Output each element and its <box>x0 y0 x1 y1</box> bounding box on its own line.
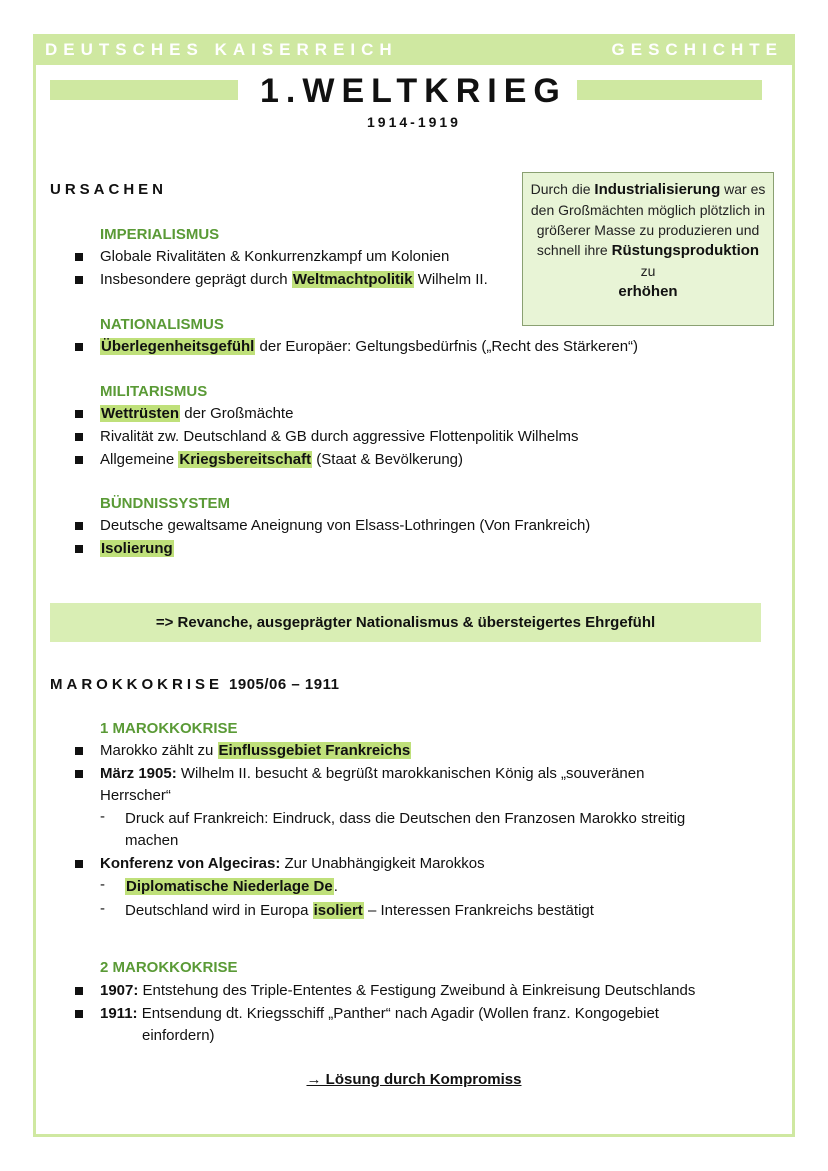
callout-bold: Industrialisierung <box>594 181 721 198</box>
bullet <box>75 522 83 530</box>
bullet <box>75 410 83 418</box>
page-years: 1914-1919 <box>367 114 461 130</box>
title-bar-right <box>577 80 762 100</box>
highlight: Weltmachtpolitik <box>292 271 413 288</box>
bullet <box>75 276 83 284</box>
conclusion-banner: => Revanche, ausgeprägter Nationalismus & übersteigertes Ehrgefühl <box>50 603 761 642</box>
subhead-buendnissystem: BÜNDNISSYSTEM <box>100 495 231 512</box>
sub-item: Deutschland wird in Europa isoliert – Interessen Frankreichs bestätigt <box>125 902 594 919</box>
callout-text: zu <box>640 263 656 279</box>
bullet <box>75 456 83 464</box>
bullet <box>75 747 83 755</box>
list-item: Überlegenheitsgefühl der Europäer: Geltungsbedürfnis („Recht des Stärkeren“) <box>101 338 639 355</box>
bullet <box>75 987 83 995</box>
list-item: März 1905: Wilhelm II. besucht & begrüßt marokkanischen König als „souveränen <box>100 765 645 782</box>
highlight: Isolierung <box>101 540 173 557</box>
list-item: Globale Rivalitäten & Konkurrenzkampf um Kolonien <box>100 248 450 265</box>
highlight: Überlegenheitsgefühl <box>101 338 255 355</box>
callout-bold: Rüstungsproduktion <box>611 242 760 259</box>
list-item-continuation: einfordern) <box>142 1027 215 1044</box>
list-item: Marokko zählt zu Einflussgebiet Frankreichs <box>100 742 411 759</box>
industrialisierung-callout <box>522 172 774 326</box>
highlight: isoliert <box>313 902 363 919</box>
highlight: Kriegsbereitschaft <box>179 451 312 468</box>
header-bar <box>33 34 795 65</box>
bullet <box>75 860 83 868</box>
page-title: 1.WELTKRIEG <box>260 72 567 110</box>
header-left: DEUTSCHES KAISERREICH <box>45 40 398 59</box>
dash: - <box>100 876 105 893</box>
title-row <box>50 72 762 108</box>
bullet <box>75 770 83 778</box>
list-item: Deutsche gewaltsame Aneignung von Elsass-Lothringen (Von Frankreich) <box>100 517 591 534</box>
list-item: 1907: Entstehung des Triple-Ententes & Festigung Zweibund à Einkreisung Deutschlands <box>100 982 696 999</box>
sub-item-continuation: machen <box>125 832 179 849</box>
list-item: Allgemeine Kriegsbereitschaft (Staat & Bevölkerung) <box>100 451 464 468</box>
bullet <box>75 343 83 351</box>
list-item: 1911: Entsendung dt. Kriegsschiff „Panther“ nach Agadir (Wollen franz. Kongogebiet <box>100 1005 659 1022</box>
highlight: Wettrüsten <box>101 405 180 422</box>
title-bar-left <box>50 80 238 100</box>
list-item: Rivalität zw. Deutschland & GB durch aggressive Flottenpolitik Wilhelms <box>100 428 579 445</box>
subhead-nationalismus: NATIONALISMUS <box>100 316 224 333</box>
dash: - <box>100 900 105 917</box>
section-marokkokrise: MAROKKOKRISE 1905/06 – 1911 <box>50 676 340 693</box>
list-item: Wettrüsten der Großmächte <box>101 405 294 422</box>
list-item-continuation: Herrscher“ <box>100 787 171 804</box>
section-ursachen: URSACHEN <box>50 181 168 198</box>
subhead-krise-2: 2 MAROKKOKRISE <box>100 959 238 976</box>
list-item: Konferenz von Algeciras: Zur Unabhängigkeit Marokkos <box>100 855 485 872</box>
header-right: GESCHICHTE <box>611 40 783 59</box>
callout-text: Durch die <box>530 181 595 197</box>
highlight: Diplomatische Niederlage De <box>126 878 333 895</box>
dash: - <box>100 808 105 825</box>
callout-text: war es den Großmächten möglich plötzlich in größerer Masse zu produzieren und schnell ihre <box>530 181 766 258</box>
sub-item: Druck auf Frankreich: Eindruck, dass die Deutschen den Franzosen Marokko streitig <box>125 810 686 827</box>
sub-item: Diplomatische Niederlage De. <box>126 878 338 895</box>
bullet <box>75 545 83 553</box>
list-item <box>100 538 174 560</box>
callout-bold: erhöhen <box>618 283 678 300</box>
bullet <box>75 1010 83 1018</box>
subhead-krise-1: 1 MAROKKOKRISE <box>100 720 238 737</box>
subhead-militarismus: MILITARISMUS <box>100 383 208 400</box>
list-item: Insbesondere geprägt durch Weltmachtpolitik Wilhelm II. <box>100 271 488 288</box>
subhead-imperialismus: IMPERIALISMUS <box>100 226 220 243</box>
bullet <box>75 253 83 261</box>
solution-link: → Lösung durch Kompromiss <box>306 1071 522 1088</box>
highlight: Einflussgebiet Frankreichs <box>218 742 411 759</box>
bullet <box>75 433 83 441</box>
